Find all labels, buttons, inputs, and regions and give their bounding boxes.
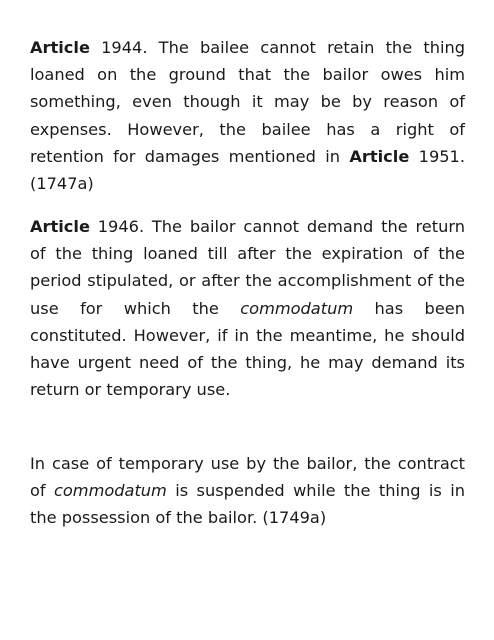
article-1946-paragraph xyxy=(30,213,465,403)
paragraph-text: 1946. The bailor cannot demand the return of the thing loaned till after the expiration of the period stipulated, or after the accomplishment of the use for which the xyxy=(30,217,465,318)
paragraph-text: is suspended while the thing is in the possession of the bailor. (1749a) xyxy=(30,481,465,528)
article-reference: Article xyxy=(349,146,410,166)
latin-term: commodatum xyxy=(240,298,354,318)
paragraph-text: has been constituted. However, if in the meantime, he should have urgent need of the thing, he may demand its return or temporary use. xyxy=(30,298,465,400)
paragraph-text: In case of temporary use by the bailor, the contract of xyxy=(30,454,465,501)
article-1944-paragraph xyxy=(30,34,465,197)
paragraph-text: 1951. (1747a) xyxy=(30,146,465,194)
article-label: Article xyxy=(30,217,90,236)
article-label: Article xyxy=(30,38,90,57)
latin-term: commodatum xyxy=(54,481,167,501)
paragraph-text: 1944. The bailee cannot retain the thing loaned on the ground that the bailor owes him something, even though it may be by reason of expenses. However, the bailee has a right of retention for damages mentioned in xyxy=(30,38,465,166)
temporary-use-paragraph xyxy=(30,450,465,532)
